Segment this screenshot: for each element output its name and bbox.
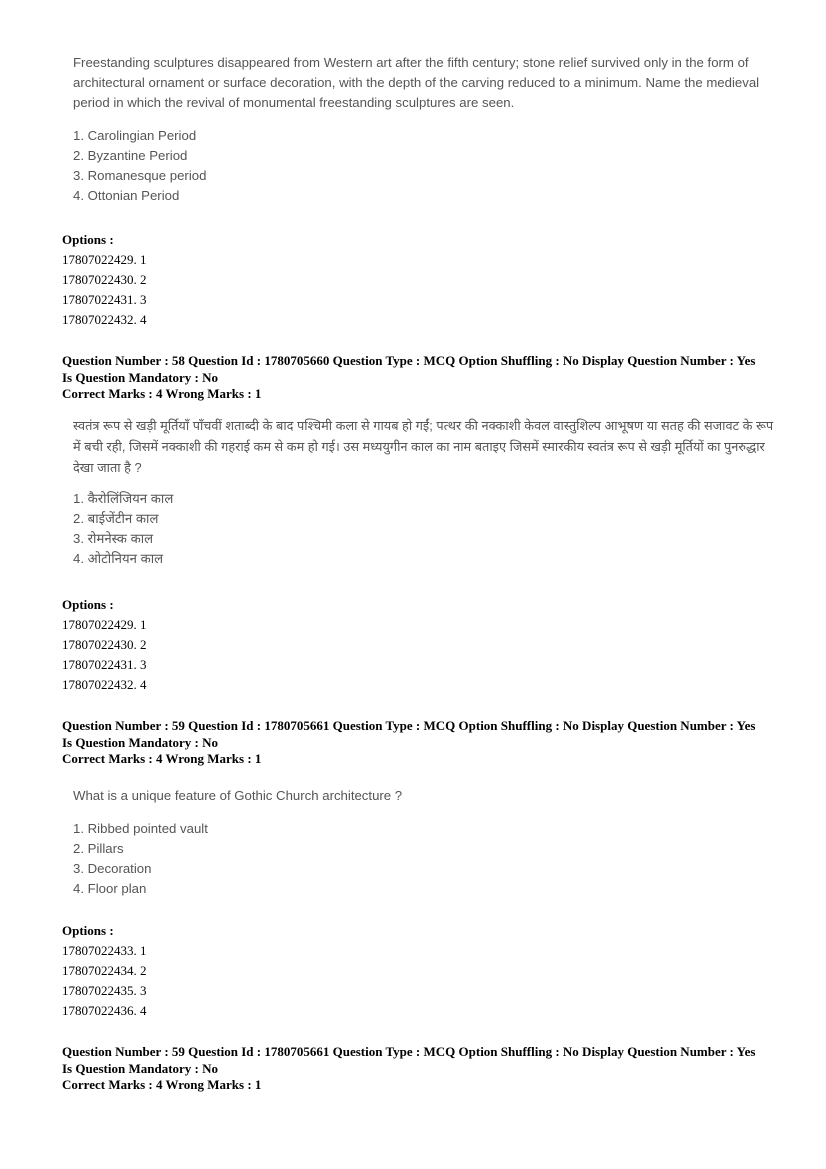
question-meta: [62, 718, 782, 768]
question-meta-line: Correct Marks : 4 Wrong Marks : 1: [62, 751, 262, 766]
question-image-hindi: [73, 415, 783, 569]
options-block: [62, 921, 147, 1021]
choice-item: 1. कैरोलिंजियन काल: [73, 491, 174, 506]
choice-list: [73, 126, 783, 206]
question-text: What is a unique feature of Gothic Church architecture ?: [73, 788, 403, 803]
option-row: 17807022430. 2: [62, 637, 147, 652]
question-image-english-2: [73, 786, 783, 899]
choice-item: 4. ओटोनियन काल: [73, 551, 164, 566]
option-row: 17807022432. 4: [62, 312, 147, 327]
option-row: 17807022436. 4: [62, 1003, 147, 1018]
question-meta-line: Correct Marks : 4 Wrong Marks : 1: [62, 1077, 262, 1092]
option-row: 17807022429. 1: [62, 252, 147, 267]
options-label: Options :: [62, 232, 114, 247]
option-row: 17807022430. 2: [62, 272, 147, 287]
option-row: 17807022435. 3: [62, 983, 147, 998]
question-meta-line: Question Number : 58 Question Id : 1780705660 Question Type : MCQ Option Shuffling : No Display Question Number : Yes: [62, 353, 756, 368]
choice-item: 1. Carolingian Period: [73, 128, 197, 143]
question-text: स्वतंत्र रूप से खड़ी मूर्तियाँ पाँचवीं शताब्दी के बाद पश्चिमी कला से गायब हो गईं; पत्थर की नक्काशी केवल वास्तुशिल्प आभूषण या सतह की सजावट के रूप में बची रही, जिसमें नक्काशी की गहराई कम से कम हो गई। उस मध्ययुगीन काल का नाम बताइए जिसमें स्मारकीय स्वतंत्र रूप से खड़ी मूर्तियों का पुनरुद्धार देखा जाता है ?: [73, 418, 774, 475]
choice-item: 2. Byzantine Period: [73, 148, 188, 163]
choice-list: [73, 819, 783, 899]
choice-item: 2. बाईजेंटीन काल: [73, 511, 159, 526]
option-row: 17807022431. 3: [62, 657, 147, 672]
options-block: [62, 595, 147, 695]
choice-item: 1. Ribbed pointed vault: [73, 821, 208, 836]
option-row: 17807022433. 1: [62, 943, 147, 958]
question-meta-line: Is Question Mandatory : No: [62, 369, 219, 385]
question-image-english-1: [73, 53, 783, 206]
question-meta-line: Is Question Mandatory : No: [62, 734, 219, 750]
choice-item: 3. रोमनेस्क काल: [73, 531, 154, 546]
question-meta-line: Is Question Mandatory : No: [62, 1060, 219, 1076]
option-row: 17807022429. 1: [62, 617, 147, 632]
question-meta: [62, 1044, 782, 1094]
options-label: Options :: [62, 597, 114, 612]
choice-item: 2. Pillars: [73, 841, 124, 856]
choice-list: [73, 489, 783, 569]
option-row: 17807022432. 4: [62, 677, 147, 692]
question-meta: [62, 353, 782, 403]
option-row: 17807022431. 3: [62, 292, 147, 307]
choice-item: 4. Floor plan: [73, 881, 147, 896]
options-label: Options :: [62, 923, 114, 938]
option-row: 17807022434. 2: [62, 963, 147, 978]
question-text: Freestanding sculptures disappeared from Western art after the fifth century; stone relief survived only in the form of architectural ornament or surface decoration, with the depth of the carving reduced to a minimum. Name the medieval period in which the revival of monumental freestanding sculptures are seen.: [73, 55, 760, 110]
choice-item: 3. Decoration: [73, 861, 152, 876]
options-block: [62, 230, 147, 330]
choice-item: 3. Romanesque period: [73, 168, 207, 183]
question-meta-line: Correct Marks : 4 Wrong Marks : 1: [62, 386, 262, 401]
choice-item: 4. Ottonian Period: [73, 188, 180, 203]
question-meta-line: Question Number : 59 Question Id : 1780705661 Question Type : MCQ Option Shuffling : No Display Question Number : Yes: [62, 1044, 756, 1059]
question-meta-line: Question Number : 59 Question Id : 1780705661 Question Type : MCQ Option Shuffling : No Display Question Number : Yes: [62, 718, 756, 733]
